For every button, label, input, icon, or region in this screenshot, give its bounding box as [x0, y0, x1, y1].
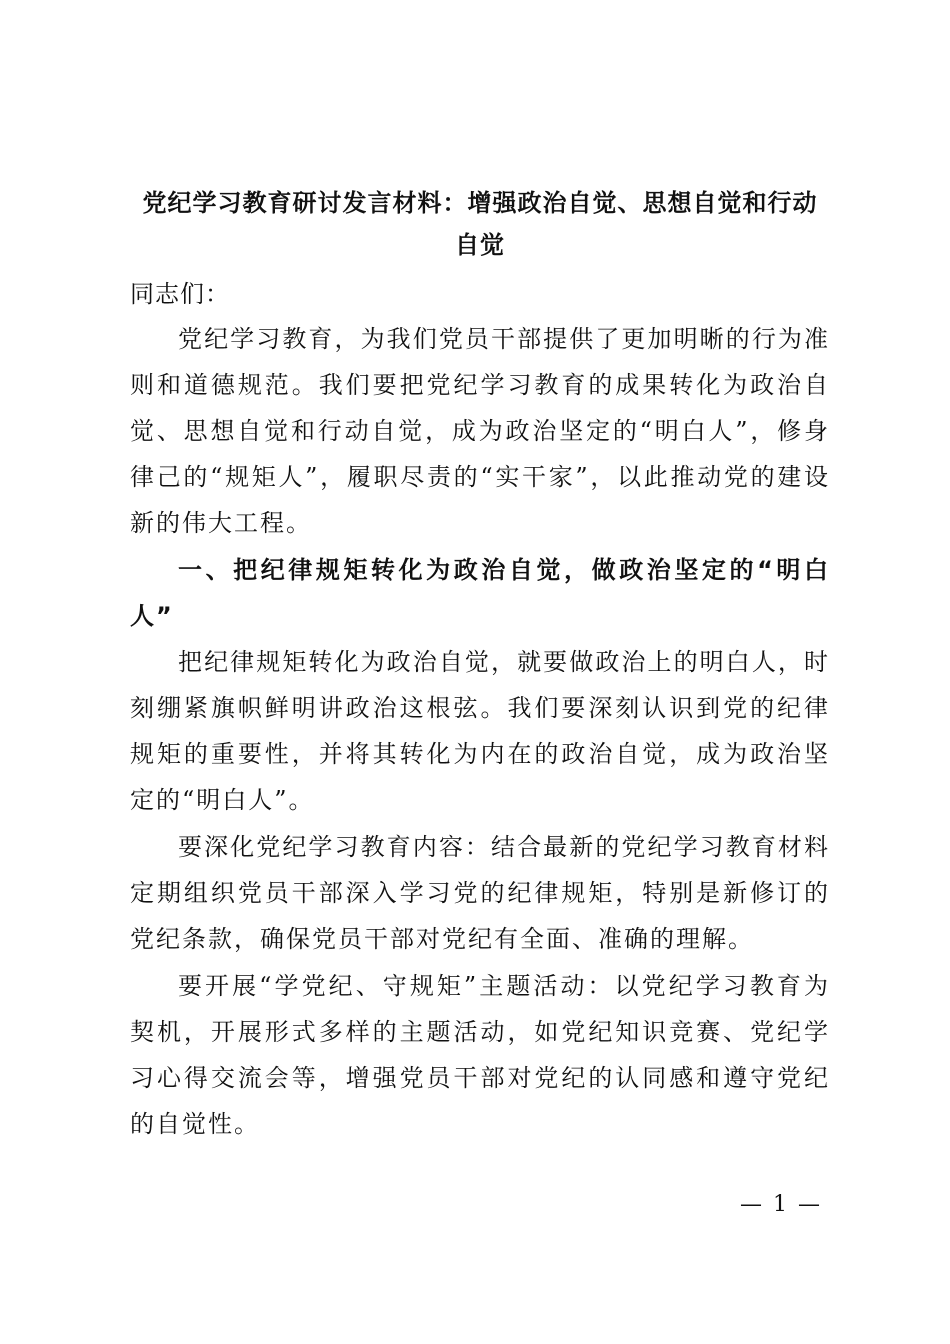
intro-paragraph: 党纪学习教育，为我们党员干部提供了更加明晰的行为准则和道德规范。我们要把党纪学习教育的成果转化为政治自觉、思想自觉和行动自觉，成为政治坚定的“明白人”，修身律己的“规矩人”，履职尽责的“实干家”，以此推动党的建设新的伟大工程。 [130, 325, 830, 537]
section-1-paragraph-1: 把纪律规矩转化为政治自觉，就要做政治上的明白人，时刻绷紧旗帜鲜明讲政治这根弦。我们要深刻认识到党的纪律规矩的重要性，并将其转化为内在的政治自觉，成为政治坚定的“明白人”。 [130, 648, 830, 814]
section-1-paragraph-3: 要开展“学党纪、守规矩”主题活动：以党纪学习教育为契机，开展形式多样的主题活动，如党纪知识竞赛、党纪学习心得交流会等，增强党员干部对党纪的认同感和遵守党纪的自觉性。 [130, 972, 830, 1138]
page-number: — 1 — [740, 1192, 822, 1217]
document-body [130, 182, 830, 1148]
section-1-heading: 一、把纪律规矩转化为政治自觉，做政治坚定的“明白人” [130, 556, 830, 630]
salutation: 同志们： [130, 280, 230, 308]
section-1-paragraph-2: 要深化党纪学习教育内容：结合最新的党纪学习教育材料定期组织党员干部深入学习党的纪律规矩，特别是新修订的党纪条款，确保党员干部对党纪有全面、准确的理解。 [130, 833, 830, 953]
document-title: 党纪学习教育研讨发言材料：增强政治自觉、思想自觉和行动自觉 [142, 188, 818, 259]
